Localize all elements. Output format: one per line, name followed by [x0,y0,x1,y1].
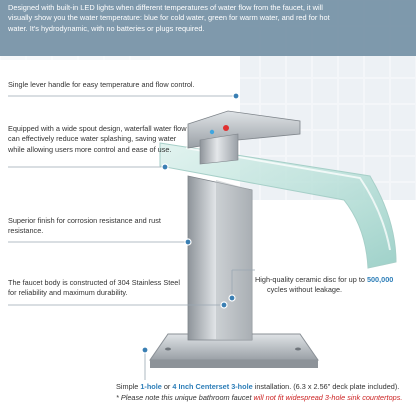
callout-body: The faucet body is constructed of 304 Stainless Steel for reliability and maximum durability. [8,278,180,298]
intro-text: Designed with built-in LED lights when different temperatures of water flow from the faucet, it will visually show you the water temperature: blue for cold water, green for warm water, and red for hot water. It's hydrodynamic, with no batteries or plugs required. [8,3,330,33]
disc-number: 500,000 [366,275,394,284]
or-word: or [161,382,173,391]
disc-lead: High-quality ceramic disc for up to [255,275,367,284]
cold-indicator-icon [210,130,214,134]
disc-tail: cycles without leakage. [267,285,343,295]
callout-disc [255,275,415,296]
install-prefix: Simple [116,382,141,391]
three-hole-label: 4 Inch Centerset 3-hole [172,382,253,391]
callout-lever: Single lever handle for easy temperature and flow control. [8,80,195,89]
callout-dot-spout [162,164,168,170]
callout-dot-body [221,302,227,308]
callout-dot-lever [233,93,239,99]
note-prefix: * Please note this unique bathroom faucet [116,393,254,402]
callout-spout: Equipped with a wide spout design, waterfall water flow can effectively reduce water splashing, saving water while allowing users more control and ease of use. [8,124,187,154]
install-word: installation. [252,382,294,391]
callout-dot-disc [229,295,235,301]
callout-finish: Superior finish for corrosion resistance and rust resistance. [8,216,161,236]
callout-dot-finish [185,239,191,245]
install-note [116,382,416,392]
hot-indicator-icon [223,125,229,131]
callout-dot-plate [142,347,148,353]
fit-warning [116,393,416,403]
one-hole-label: 1-hole [140,382,162,391]
deck-plate-size: (6.3 x 2.56" deck plate included). [293,382,400,391]
note-warning: will not fit widespread 3-hole sink countertops. [253,393,403,402]
